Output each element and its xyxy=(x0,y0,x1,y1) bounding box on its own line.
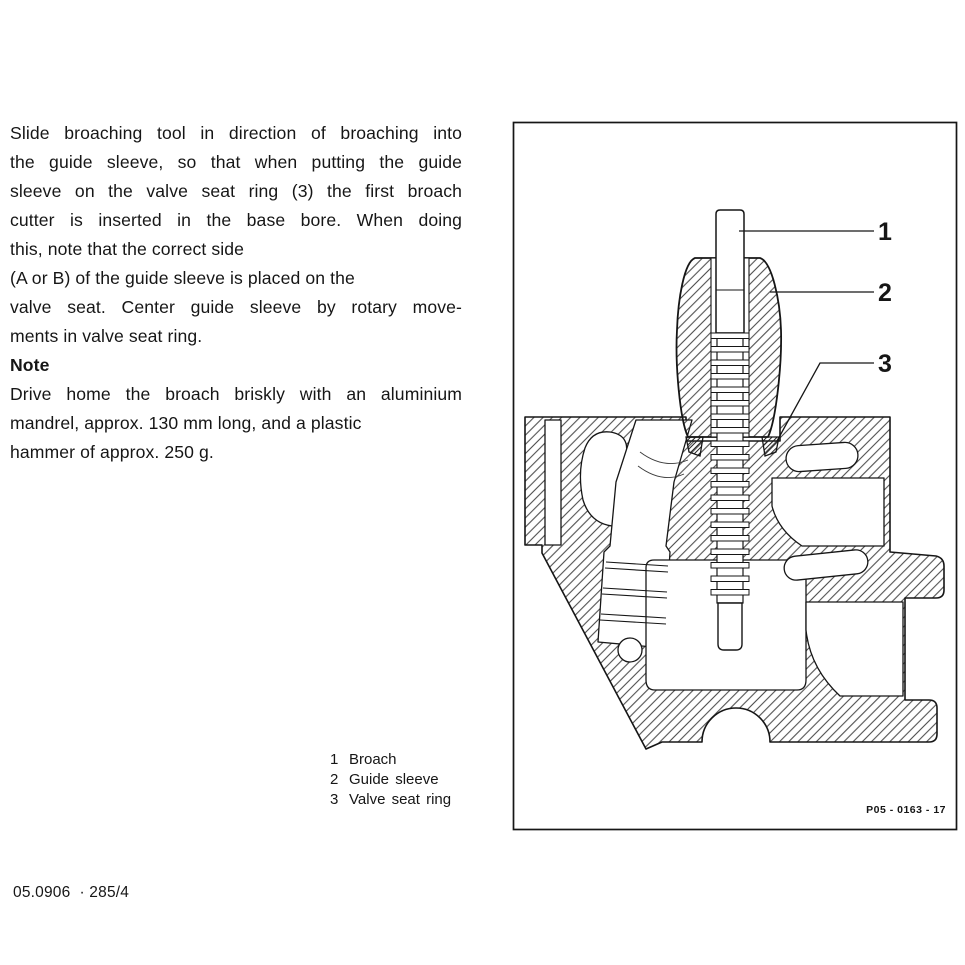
body-text-line: cutter is inserted in the base bore. When doing xyxy=(10,210,462,230)
legend-item xyxy=(330,790,451,810)
legend-item-number: 2 xyxy=(330,771,339,788)
callout-2: 2 xyxy=(878,279,892,307)
body-text-line: valve seat. Center guide sleeve by rotary move- xyxy=(10,297,462,317)
body-text-line: (A or B) of the guide sleeve is placed on the xyxy=(10,268,355,288)
legend-item-number: 3 xyxy=(330,791,339,808)
body-text-line: sleeve on the valve seat ring (3) the first broach xyxy=(10,181,462,201)
body-text-line: ments in valve seat ring. xyxy=(10,326,203,346)
broach-tip xyxy=(718,603,742,650)
water-passage-upper xyxy=(785,442,859,473)
broach xyxy=(711,210,749,650)
figure-legend xyxy=(330,750,451,810)
body-text-line: Drive home the broach briskly with an aluminium xyxy=(10,384,462,404)
legend-item-label: Broach xyxy=(349,751,397,768)
body-text xyxy=(10,119,462,467)
page-reference: 05.0906 · 285/4 xyxy=(13,884,130,901)
body-text-line: the guide sleeve, so that when putting the guide xyxy=(10,152,462,172)
callout-3: 3 xyxy=(878,350,892,378)
note-heading: Note xyxy=(10,355,50,375)
legend-item xyxy=(330,750,451,770)
figure-code: P05 - 0163 - 17 xyxy=(866,804,946,816)
intake-port xyxy=(772,478,884,546)
bolt-hole xyxy=(618,638,642,662)
broach-shank xyxy=(716,210,744,333)
cylinder-head-section-diagram xyxy=(512,121,958,831)
legend-item-label: Guide sleeve xyxy=(349,771,439,788)
legend-item-label: Valve seat ring xyxy=(349,791,452,808)
body-text-line: this, note that the correct side xyxy=(10,239,244,259)
body-text-line: mandrel, approx. 130 mm long, and a plastic xyxy=(10,413,362,433)
figure-frame xyxy=(512,121,958,831)
left-slot-cavity xyxy=(545,420,561,545)
legend-item-number: 1 xyxy=(330,751,339,768)
body-text-line: Slide broaching tool in direction of broaching into xyxy=(10,123,462,143)
callout-1: 1 xyxy=(878,218,892,246)
legend-item xyxy=(330,770,451,790)
body-text-line: hammer of approx. 250 g. xyxy=(10,442,214,462)
